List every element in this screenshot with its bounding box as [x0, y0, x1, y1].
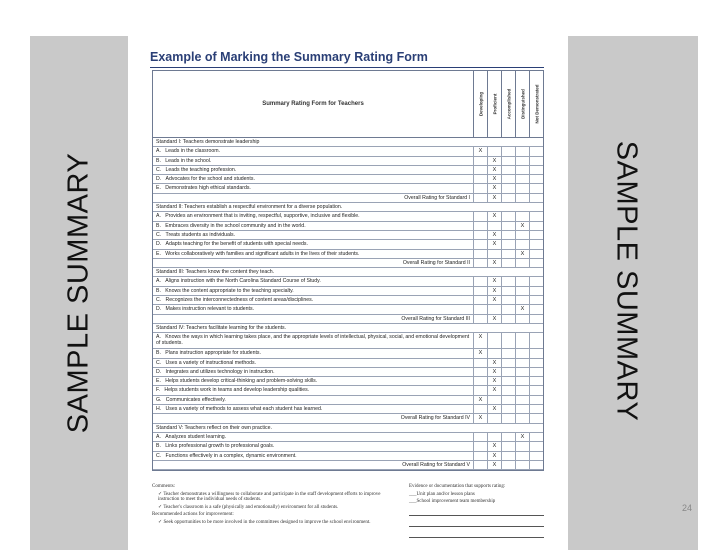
rating-cell: X — [515, 250, 529, 258]
item-text: B. Plans instruction appropriate for students. — [156, 350, 261, 357]
item-text: C. Functions effectively in a complex, dynamic environment. — [156, 452, 297, 459]
rating-item-row — [153, 359, 543, 368]
right-side-label: SAMPLE SUMMARY — [610, 140, 643, 422]
rating-cell — [473, 287, 487, 295]
rating-cell — [473, 240, 487, 248]
standard-title: Standard IV: Teachers facilitate learning for the students. — [156, 324, 287, 331]
rating-cell: X — [487, 166, 501, 174]
rating-item-row — [153, 368, 543, 377]
rating-cell: X — [487, 259, 501, 267]
rating-cell — [473, 175, 487, 183]
item-text: C. Recognizes the interconnectedness of content areas/disciplines. — [156, 297, 314, 304]
rating-cell: X — [487, 296, 501, 304]
rating-cell — [501, 296, 515, 304]
standard-title: Standard V: Teachers reflect on their own practice. — [156, 424, 272, 431]
column-header-not-demonstrated — [529, 71, 543, 137]
rating-cell — [515, 461, 529, 469]
rating-cell — [515, 231, 529, 239]
rating-cell — [501, 433, 515, 441]
evidence-line: ___School improvement team membership — [409, 499, 496, 505]
rating-cell: X — [515, 222, 529, 230]
rating-cell — [515, 386, 529, 394]
item-text: B. Links professional growth to professional goals. — [156, 443, 275, 450]
rating-cell — [515, 166, 529, 174]
rating-cell — [515, 349, 529, 357]
rating-cell: X — [487, 377, 501, 385]
overall-label: Overall Rating for Standard III — [401, 315, 470, 322]
rating-cell: X — [473, 349, 487, 357]
rating-item-row — [153, 212, 543, 221]
rating-cell: X — [487, 157, 501, 165]
standard-title: Standard I: Teachers demonstrate leadership — [156, 139, 260, 145]
rating-cell — [515, 194, 529, 202]
item-text: B. Knows the content appropriate to the teaching specialty. — [156, 287, 294, 294]
standard-header-row — [153, 138, 543, 147]
rating-cell — [529, 368, 543, 376]
rating-cell — [473, 259, 487, 267]
rating-cell — [487, 414, 501, 422]
rating-cell — [501, 315, 515, 323]
standard-header-row — [153, 268, 543, 277]
rating-cell — [487, 396, 501, 404]
rating-cell — [473, 194, 487, 202]
item-text: A. Analyzes student learning. — [156, 433, 227, 440]
rating-cell — [473, 315, 487, 323]
standard-header-row — [153, 424, 543, 433]
rating-cell — [501, 184, 515, 192]
rating-cell — [473, 368, 487, 376]
item-text: A. Aligns instruction with the North Carolina Standard Course of Study. — [156, 278, 321, 285]
rating-cell — [529, 305, 543, 313]
rating-cell — [515, 452, 529, 460]
rating-item-row — [153, 277, 543, 286]
rating-cell — [529, 359, 543, 367]
rating-cell — [529, 175, 543, 183]
evidence-block — [409, 484, 544, 540]
rating-cell — [529, 442, 543, 450]
rating-item-row — [153, 296, 543, 305]
overall-label: Overall Rating for Standard I — [404, 194, 470, 201]
rating-cell — [529, 212, 543, 220]
rating-cell — [529, 315, 543, 323]
rating-cell — [515, 442, 529, 450]
rating-cell — [501, 461, 515, 469]
rating-item-row — [153, 442, 543, 451]
rating-cell: X — [487, 368, 501, 376]
rating-cell — [529, 194, 543, 202]
rating-cell — [529, 222, 543, 230]
rating-cell — [529, 405, 543, 413]
standard-header-row — [153, 324, 543, 333]
rating-cell — [515, 277, 529, 285]
rating-item-row — [153, 386, 543, 395]
rating-cell: X — [487, 442, 501, 450]
rating-cell — [501, 377, 515, 385]
rating-cell: X — [487, 212, 501, 220]
rating-item-row — [153, 349, 543, 358]
rating-cell: X — [473, 414, 487, 422]
rating-item-row — [153, 287, 543, 296]
item-text: B. Leads in the school. — [156, 157, 212, 164]
rating-cell: X — [487, 175, 501, 183]
rating-cell — [529, 377, 543, 385]
overall-rating-row — [153, 194, 543, 203]
overall-rating-row — [153, 259, 543, 268]
item-text: A. Knows the ways in which learning takes place, and the appropriate levels of intellectual, physical, social, and emotional development of students. — [156, 333, 470, 347]
column-header-developing — [473, 71, 487, 137]
blank-line — [409, 518, 544, 527]
blank-line — [409, 507, 544, 516]
form-header — [153, 71, 543, 138]
left-side-label: SAMPLE SUMMARY — [62, 152, 95, 434]
rating-cell — [473, 405, 487, 413]
rating-cell — [501, 277, 515, 285]
left-side-panel — [30, 36, 128, 550]
item-text: D. Integrates and utilizes technology in instruction. — [156, 368, 275, 375]
rating-cell: X — [487, 277, 501, 285]
rating-item-row — [153, 157, 543, 166]
rating-item-row — [153, 240, 543, 249]
comment-item: ✓ Teacher demonstrates a willingness to collaborate and participate in the staff development efforts to improve instruction to meet the individual needs of students. — [158, 491, 381, 503]
title-underline — [150, 67, 544, 68]
rating-cell — [529, 231, 543, 239]
rating-cell: X — [487, 184, 501, 192]
rating-cell — [529, 461, 543, 469]
rating-cell — [515, 212, 529, 220]
blank-line — [409, 529, 544, 538]
rating-cell — [515, 368, 529, 376]
rating-cell — [501, 414, 515, 422]
rating-cell: X — [515, 433, 529, 441]
item-text: F. Helps students work in teams and develop leadership qualities. — [156, 387, 310, 394]
rating-cell — [529, 349, 543, 357]
rating-cell — [529, 433, 543, 441]
rating-cell — [501, 359, 515, 367]
rating-cell — [501, 212, 515, 220]
item-text: E. Helps students develop critical-thinking and problem-solving skills. — [156, 378, 318, 385]
comments-block — [152, 484, 392, 528]
rating-cell — [529, 157, 543, 165]
column-label: Distinguished — [520, 89, 525, 119]
rating-cell — [515, 396, 529, 404]
recommendation-item: ✓ Seek opportunities to be more involved in the committees designed to improve the school environment. — [158, 519, 371, 525]
rating-cell — [529, 184, 543, 192]
item-text: E. Demonstrates high ethical standards. — [156, 185, 251, 192]
rating-cell — [515, 147, 529, 155]
overall-label: Overall Rating for Standard IV — [400, 415, 470, 422]
rating-cell — [501, 147, 515, 155]
rating-cell — [501, 157, 515, 165]
overall-rating-row — [153, 315, 543, 324]
rating-item-row — [153, 147, 543, 156]
rating-cell — [529, 452, 543, 460]
rating-cell: X — [487, 240, 501, 248]
item-text: A. Provides an environment that is inviting, respectful, supportive, inclusive and flexible. — [156, 213, 360, 220]
standard-header-row — [153, 203, 543, 212]
rating-cell — [529, 147, 543, 155]
column-header-accomplished — [501, 71, 515, 137]
rating-cell — [529, 386, 543, 394]
rating-cell — [487, 349, 501, 357]
evidence-heading: Evidence or documentation that supports rating: — [409, 484, 506, 489]
rating-cell — [501, 259, 515, 267]
item-text: G. Communicates effectively. — [156, 396, 226, 403]
rating-cell — [515, 414, 529, 422]
overall-label: Overall Rating for Standard II — [402, 259, 470, 266]
rating-cell — [515, 259, 529, 267]
rating-cell — [487, 147, 501, 155]
rating-cell — [529, 166, 543, 174]
rating-cell — [529, 396, 543, 404]
rating-cell — [501, 194, 515, 202]
overall-rating-row — [153, 414, 543, 423]
rating-cell — [473, 277, 487, 285]
rating-cell — [529, 277, 543, 285]
rating-cell — [529, 259, 543, 267]
rating-cell — [487, 250, 501, 258]
rating-cell: X — [473, 333, 487, 348]
rating-cell: X — [487, 287, 501, 295]
item-text: H. Uses a variety of methods to assess what each student has learned. — [156, 406, 323, 413]
rating-item-row — [153, 222, 543, 231]
rating-cell: X — [487, 194, 501, 202]
rating-cell — [473, 386, 487, 394]
column-label: Proficient — [492, 93, 497, 115]
rating-cell — [501, 368, 515, 376]
rating-cell — [501, 452, 515, 460]
rating-cell — [473, 157, 487, 165]
item-text: C. Uses a variety of instructional methods. — [156, 359, 257, 366]
rating-cell — [473, 166, 487, 174]
rating-cell — [473, 359, 487, 367]
overall-rating-row — [153, 461, 543, 470]
rating-cell — [515, 184, 529, 192]
rating-cell — [473, 461, 487, 469]
rating-cell — [473, 442, 487, 450]
rating-cell — [515, 315, 529, 323]
rating-item-row — [153, 305, 543, 314]
rating-cell: X — [487, 386, 501, 394]
comments-heading: Comments: — [152, 484, 176, 489]
rating-cell — [501, 287, 515, 295]
item-text: D. Advocates for the school and students. — [156, 176, 255, 183]
rating-cell: X — [473, 147, 487, 155]
column-label: Not Demonstrated — [534, 84, 539, 124]
rating-cell: X — [473, 396, 487, 404]
rating-cell — [501, 222, 515, 230]
recommendations-heading: Recommended actions for improvement: — [152, 512, 234, 518]
rating-item-row — [153, 250, 543, 259]
form-title: Summary Rating Form for Teachers — [262, 101, 364, 107]
overall-label: Overall Rating for Standard V — [402, 461, 470, 468]
rating-cell — [515, 287, 529, 295]
rating-cell — [529, 240, 543, 248]
rating-cell — [501, 442, 515, 450]
rating-cell: X — [487, 315, 501, 323]
rating-item-row — [153, 396, 543, 405]
rating-cell — [501, 305, 515, 313]
column-header-distinguished — [515, 71, 529, 137]
rating-item-row — [153, 231, 543, 240]
rating-item-row — [153, 175, 543, 184]
rating-item-row — [153, 452, 543, 461]
rating-item-row — [153, 433, 543, 442]
rating-cell — [501, 250, 515, 258]
rating-cell — [487, 433, 501, 441]
comment-item: ✓ Teacher's classroom is a safe (physically and emotionally) environment for all students. — [158, 504, 339, 510]
rating-cell — [501, 386, 515, 394]
document-title: Example of Marking the Summary Rating Form — [150, 50, 428, 64]
rating-item-row — [153, 377, 543, 386]
rating-cell — [529, 414, 543, 422]
standard-title: Standard II: Teachers establish a respectful environment for a diverse population. — [156, 204, 343, 211]
rating-cell — [501, 349, 515, 357]
rating-cell — [487, 305, 501, 313]
summary-rating-form — [152, 70, 544, 471]
rating-cell: X — [487, 231, 501, 239]
rating-cell — [501, 240, 515, 248]
standard-title: Standard III: Teachers know the content they teach. — [156, 269, 275, 276]
rating-cell — [501, 231, 515, 239]
rating-cell — [515, 296, 529, 304]
rating-cell — [529, 296, 543, 304]
column-header-proficient — [487, 71, 501, 137]
rating-cell — [473, 296, 487, 304]
document-page — [130, 36, 566, 546]
page-number: 24 — [681, 503, 692, 513]
rating-cell — [473, 452, 487, 460]
form-rows — [153, 138, 543, 470]
right-side-panel — [568, 36, 698, 550]
rating-cell — [473, 212, 487, 220]
rating-cell: X — [487, 359, 501, 367]
rating-cell — [515, 359, 529, 367]
rating-cell — [529, 250, 543, 258]
rating-cell: X — [487, 452, 501, 460]
rating-cell — [487, 222, 501, 230]
rating-cell — [501, 396, 515, 404]
column-label: Developing — [478, 91, 483, 117]
rating-item-row — [153, 333, 543, 349]
item-text: A. Leads in the classroom. — [156, 148, 221, 155]
rating-cell — [529, 333, 543, 348]
item-text: E. Works collaboratively with families and significant adults in the lives of their students. — [156, 250, 360, 257]
rating-cell: X — [487, 461, 501, 469]
rating-cell — [473, 305, 487, 313]
rating-cell — [529, 287, 543, 295]
rating-cell — [473, 184, 487, 192]
item-text: D. Adapts teaching for the benefit of students with special needs. — [156, 241, 308, 248]
rating-cell — [473, 222, 487, 230]
rating-cell: X — [515, 305, 529, 313]
rating-cell — [473, 377, 487, 385]
rating-cell — [487, 333, 501, 348]
rating-cell — [515, 377, 529, 385]
item-text: D. Makes instruction relevant to students. — [156, 306, 255, 313]
rating-cell — [515, 405, 529, 413]
rating-cell — [473, 231, 487, 239]
rating-cell — [473, 250, 487, 258]
item-text: C. Treats students as individuals. — [156, 231, 236, 238]
column-label: Accomplished — [506, 88, 511, 120]
rating-cell — [501, 333, 515, 348]
rating-item-row — [153, 405, 543, 414]
item-text: C. Leads the teaching profession. — [156, 166, 237, 173]
rating-cell — [515, 157, 529, 165]
rating-cell: X — [487, 405, 501, 413]
evidence-line: ___Unit plan and/or lesson plans — [409, 491, 475, 497]
item-text: B. Embraces diversity in the school community and in the world. — [156, 222, 306, 229]
rating-cell — [515, 175, 529, 183]
rating-cell — [515, 333, 529, 348]
rating-cell — [501, 405, 515, 413]
rating-cell — [501, 166, 515, 174]
rating-cell — [501, 175, 515, 183]
rating-cell — [473, 433, 487, 441]
rating-item-row — [153, 166, 543, 175]
rating-item-row — [153, 184, 543, 193]
rating-cell — [515, 240, 529, 248]
